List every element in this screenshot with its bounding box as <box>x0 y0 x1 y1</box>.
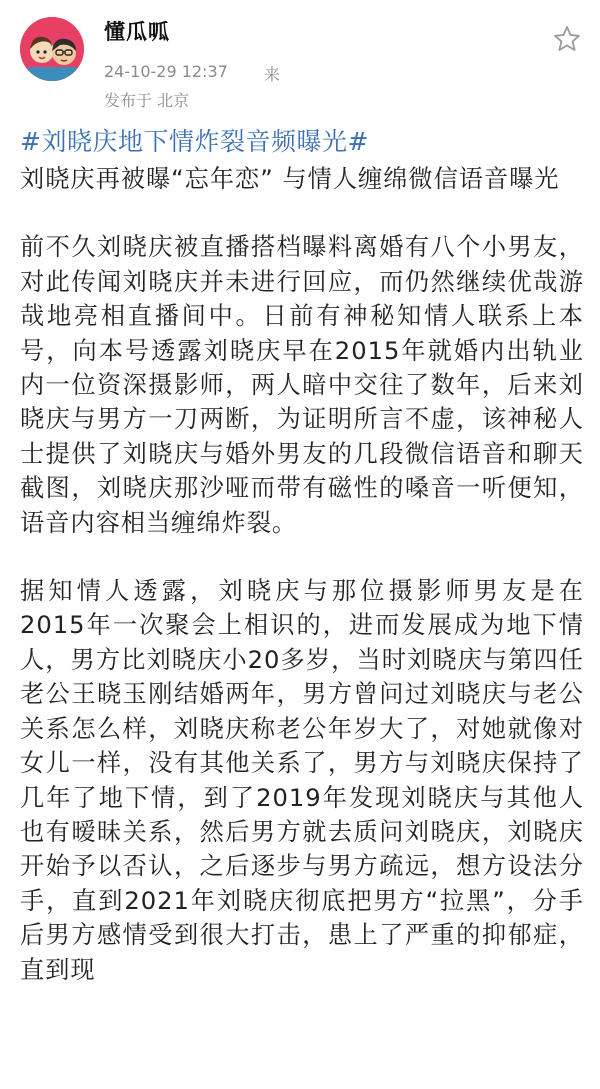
post-paragraph-2: 据知情人透露，刘晓庆与那位摄影师男友是在2015年一次聚会上相识的，进而发展成为地下情人，男方比刘晓庆小20多岁，当时刘晓庆与第四任老公王晓玉刚结婚两年，男方曾问过刘晓庆与老公关系怎么样，刘晓庆称老公年岁大了，对她就像对女儿一样，没有其他关系了，男方与刘晓庆保持了几年了地下情，到了2019年发现刘晓庆与其他人也有暧昧关系，然后男方就去质问刘晓庆，刘晓庆开始予以否认，之后逐步与男方疏远，想方设法分手，直到2021年刘晓庆彻底把男方“拉黑”，分手后男方感情受到很大打击，患上了严重的抑郁症，直到现 <box>20 577 584 984</box>
topic-hashtag-link[interactable]: #刘晓庆地下情炸裂音频曝光# <box>20 127 369 156</box>
paragraph-spacer <box>20 196 584 230</box>
post-content <box>20 124 584 987</box>
post-timestamp: 24-10-29 12:37 <box>104 62 228 81</box>
avatar[interactable] <box>20 17 84 81</box>
paragraph-spacer <box>20 540 584 574</box>
cartoon-couple-icon <box>20 17 84 81</box>
author-name[interactable]: 懂瓜呱 <box>104 20 170 44</box>
post-subtitle: 刘晓庆再被曝“忘年恋” 与情人缠绵微信语音曝光 <box>20 165 560 193</box>
post-paragraph-1: 前不久刘晓庆被直播搭档曝料离婚有八个小男友，对此传闻刘晓庆并未进行回应，而仍然继续优哉游哉地亮相直播间中。日前有神秘知情人联系上本号，向本号透露刘晓庆早在2015年就婚内出轨业内一位资深摄影师，两人暗中交往了数年，后来刘晓庆与男方一刀两断，为证明所言不虚，该神秘人士提供了刘晓庆与婚外男友的几段微信语音和聊天截图，刘晓庆那沙哑而带有磁性的嗓音一听便知，语音内容相当缠绵炸裂。 <box>20 233 584 537</box>
star-outline-icon <box>552 24 582 54</box>
post-header <box>0 0 600 122</box>
post-location: 发布于 北京 <box>104 91 190 110</box>
favorite-button[interactable] <box>552 24 582 54</box>
post-source: 来 <box>264 65 281 84</box>
